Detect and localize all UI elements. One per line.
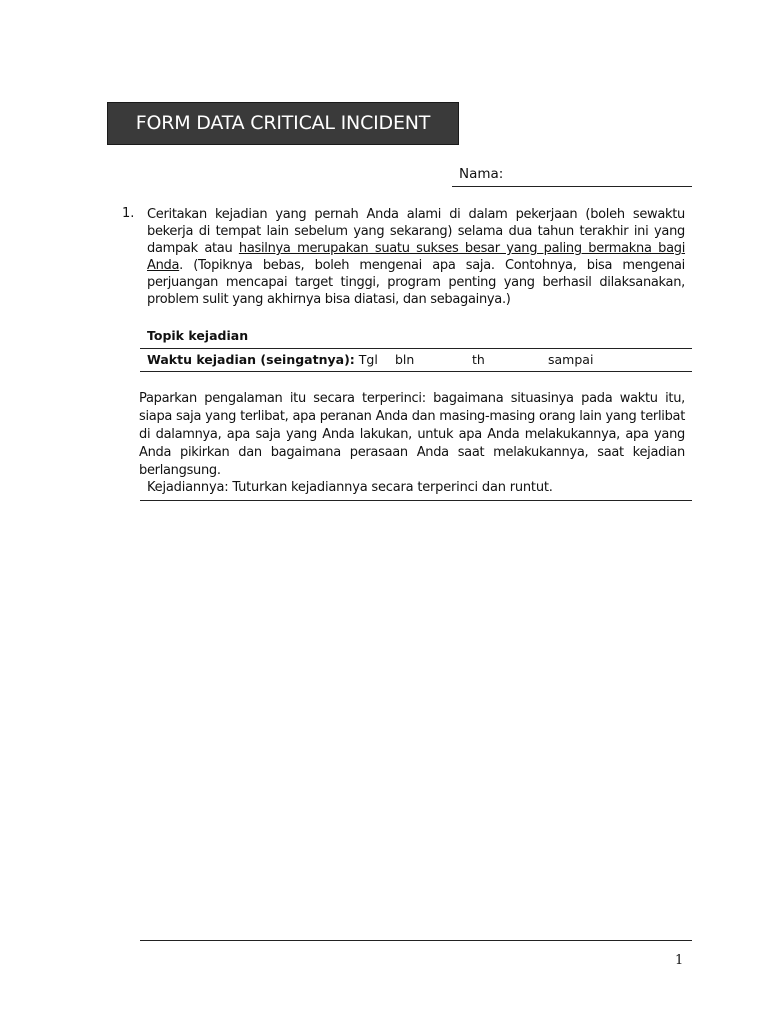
kejadian-field[interactable] [140, 478, 692, 501]
footer-divider [140, 940, 692, 941]
page-number: 1 [675, 953, 684, 968]
th-label: th [472, 352, 485, 367]
kejadian-label: Kejadiannya: Tuturkan kejadiannya secara terperinci dan runtut. [147, 480, 553, 495]
paparkan-instructions: Paparkan pengalaman itu secara terperinci: bagaimana situasinya pada waktu itu, siapa saja yang terlibat, apa peranan Anda dan masing-masing orang lain yang terlibat di dalamnya, apa saja yang Anda lakukan, untuk apa Anda melakukannya, apa yang Anda pikirkan dan bagaimana perasaan Anda saat melakukannya, saat kejadian berlangsung. [139, 391, 685, 478]
topik-kejadian-label: Topik kejadian [147, 328, 249, 343]
waktu-label-bold: Waktu kejadian (seingatnya): [147, 352, 355, 367]
question-text [147, 206, 685, 308]
question-text-part-2: . (Topiknya bebas, boleh mengenai apa saja. Contohnya, bisa mengenai perjuangan mencapai target tinggi, program penting yang berhasil dilaksanakan, problem sulit yang akhirnya bisa diatasi, dan sebagainya.) [147, 258, 685, 307]
question-number: 1. [122, 206, 135, 221]
question-text-part-1: Ceritakan kejadian yang pernah Anda alami di dalam pekerjaan (boleh sewaktu bekerja di tempat lain sebelum yang sekarang) selama dua tahun terakhir ini yang dampak atau [147, 207, 685, 256]
tgl-label: Tgl [358, 352, 378, 367]
form-title: FORM DATA CRITICAL INCIDENT [107, 102, 459, 145]
name-field[interactable] [452, 164, 692, 187]
question-text-underlined: hasilnya merupakan suatu sukses besar yang paling bermakna bagi Anda [147, 241, 686, 273]
waktu-kejadian-label [147, 349, 378, 371]
bln-label: bln [395, 352, 415, 367]
waktu-kejadian-row[interactable] [140, 348, 692, 372]
sampai-label: sampai [548, 352, 594, 367]
name-label: Nama: [459, 166, 504, 182]
